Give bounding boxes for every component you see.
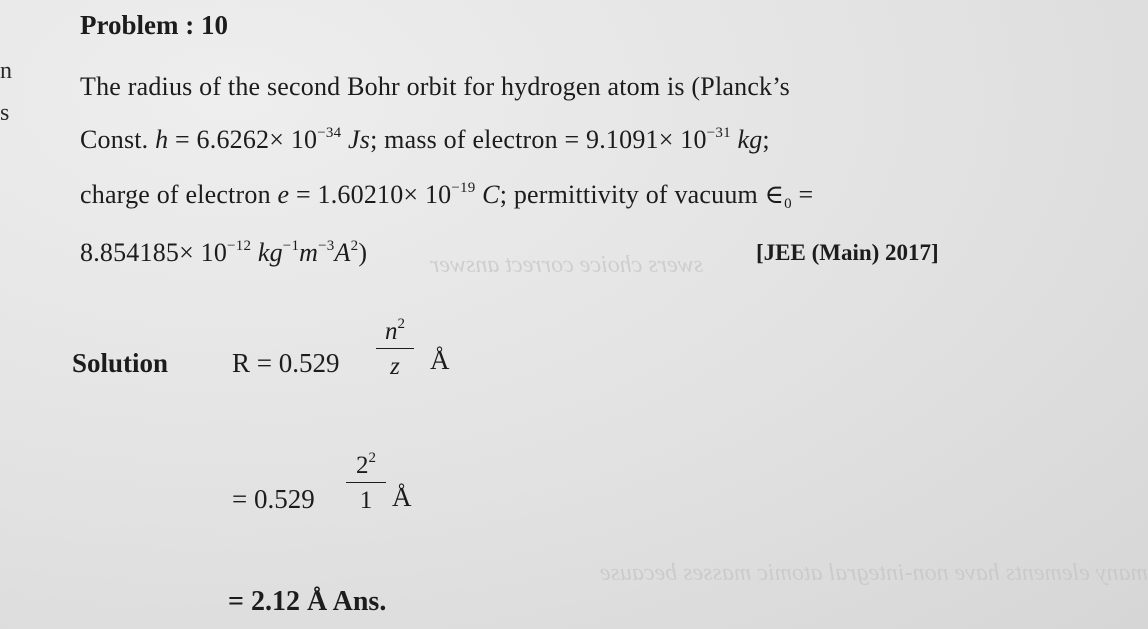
fraction-denominator: 1 <box>359 487 373 514</box>
equation-2-unit: Å <box>392 482 412 512</box>
exam-source-tag: [JEE (Main) 2017] <box>756 240 939 265</box>
problem-line-4: $8.854185\times 10^{-12}$ $kg^{-1}m^{-3}A^2$) <box>80 238 368 267</box>
fraction-numerator: n <box>385 318 398 345</box>
fraction-numerator: 2 <box>356 452 369 479</box>
equation-1-fraction <box>376 318 414 381</box>
problem-line-2: Const. $h = 6.6262\times 10^{-34}$ Js; mass of electron = $9.1091\times 10^{-31}$ kg; <box>80 125 770 154</box>
final-answer: = 2.12 Å Ans. <box>228 586 387 617</box>
fraction-denominator: z <box>390 353 400 380</box>
equation-2-left: = 0.529 <box>232 484 315 514</box>
fraction-bar <box>346 482 386 483</box>
margin-fragment-1: n <box>0 58 12 84</box>
equation-1-unit: Å <box>430 345 450 375</box>
problem-line-3: charge of electron $e = 1.60210\times 10^{-19}$ C; permittivity of vacuum $\in_0$ = <box>80 180 814 212</box>
bleed-through-text: swers choice correct answer <box>430 252 704 278</box>
margin-fragment-2: s <box>0 100 10 126</box>
equation-2-fraction <box>346 452 386 515</box>
equation-1-left: R = 0.529 <box>232 348 340 378</box>
solution-label: Solution <box>72 348 169 378</box>
problem-line-1: The radius of the second Bohr orbit for hydrogen atom is (Planck’s <box>80 72 790 101</box>
fraction-bar <box>376 348 414 349</box>
problem-title: Problem : 10 <box>80 10 228 40</box>
numerator-exponent: 2 <box>368 450 376 466</box>
numerator-exponent: 2 <box>397 316 405 332</box>
bleed-through-text: many elements have non-integral atomic masses because <box>600 560 1148 586</box>
